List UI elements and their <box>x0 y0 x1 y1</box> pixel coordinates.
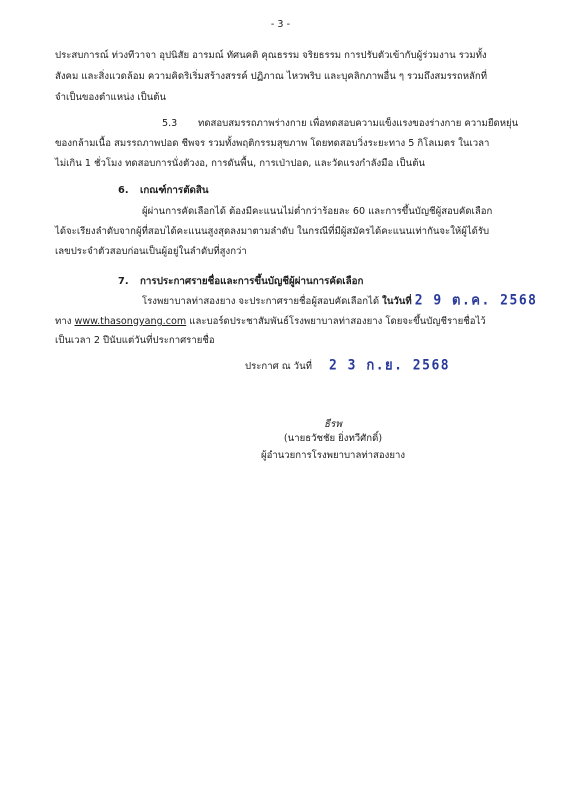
page-number: - 3 - <box>270 19 291 30</box>
item-5-3-line-3: ไม่เกิน 1 ชั่วโมง ทดสอบการนั่งตัวงอ, การดันพื้น, การเป่าปอด, และวัดแรงกำลังมือ เป็นต้น <box>55 158 425 169</box>
section-6-heading <box>118 184 209 197</box>
signatory-position: ผู้อำนวยการโรงพยาบาลท่าสองยาง <box>260 450 406 461</box>
announce-label: ประกาศ ณ วันที่ <box>245 361 312 372</box>
website-link[interactable]: www.thasongyang.com <box>74 316 187 327</box>
date-stamp-announcement: 2 9 ต.ค. 2568 <box>414 292 538 309</box>
section-7-date-label: ในวันที่ <box>382 296 412 307</box>
section-6-number: 6. <box>118 185 129 196</box>
section-7-title: การประกาศรายชื่อและการขึ้นบัญชีผู้ผ่านการคัดเลือก <box>140 276 364 287</box>
section-6-line-2: ได้จะเรียงลำดับจากผู้ที่สอบได้คะแนนสูงสุดลงมาตามลำดับ ในกรณีที่มีผู้สมัครได้คะแนนเท่ากันจะให้ผู้ได้รับ <box>55 226 490 237</box>
date-stamp-signed: 2 3 ก.ย. 2568 <box>329 357 451 374</box>
section-6-line-1: ผู้ผ่านการคัดเลือกได้ ต้องมีคะแนนไม่ต่ำกว่าร้อยละ 60 และการขึ้นบัญชีผู้สอบคัดเลือก <box>142 206 493 217</box>
section-7-line-2 <box>55 315 486 328</box>
section-7-line-3: เป็นเวลา 2 ปีนับแต่วันที่ประกาศรายชื่อ <box>55 335 215 346</box>
section-7-number: 7. <box>118 276 129 287</box>
item-5-3-number: 5.3 <box>162 118 178 129</box>
intro-line-2: สังคม และสิ่งแวดล้อม ความคิดริเริ่มสร้างสรรค์ ปฏิภาณ ไหวพริบ และบุคลิกภาพอื่น ๆ รวมถึงสมรรถหลักที่ <box>55 71 488 82</box>
section-7-line-1-text: โรงพยาบาลท่าสองยาง จะประกาศรายชื่อผู้สอบคัดเลือกได้ <box>142 296 380 307</box>
section-7-line-2-prefix: ทาง <box>55 316 72 327</box>
intro-line-1: ประสบการณ์ ท่วงทีวาจา อุปนิสัย อารมณ์ ทัศนคติ คุณธรรม จริยธรรม การปรับตัวเข้ากับผู้ร่วมงาน รวมทั้ง <box>55 50 487 61</box>
item-5-3-line-2: ของกล้ามเนื้อ สมรรถภาพปอด ชีพจร รวมทั้งพฤติกรรมสุขภาพ โดยทดสอบวิ่งระยะทาง 5 กิโลเมตร ในเวลา <box>55 138 490 149</box>
section-7-line-1 <box>142 294 537 308</box>
signatory-name: (นายธวัชชัย ยิ่งทวีศักดิ์) <box>283 433 383 444</box>
intro-line-3: จำเป็นของตำแหน่ง เป็นต้น <box>55 92 167 103</box>
section-6-line-3: เลขประจำตัวสอบก่อนเป็นผู้อยู่ในลำดับที่สูงกว่า <box>55 246 247 257</box>
announce-line <box>245 359 450 373</box>
section-7-line-2-rest: และบอร์ดประชาสัมพันธ์โรงพยาบาลท่าสองยาง โดยจะขึ้นบัญชีรายชื่อไว้ <box>189 316 486 327</box>
section-6-title: เกณฑ์การตัดสิน <box>140 185 209 196</box>
section-7-heading <box>118 275 363 288</box>
signature-mark: ธีรพ <box>323 419 343 430</box>
item-5-3-line-1: ทดสอบสมรรถภาพร่างกาย เพื่อทดสอบความแข็งแรงของร่างกาย ความยืดหยุ่น <box>198 118 519 129</box>
